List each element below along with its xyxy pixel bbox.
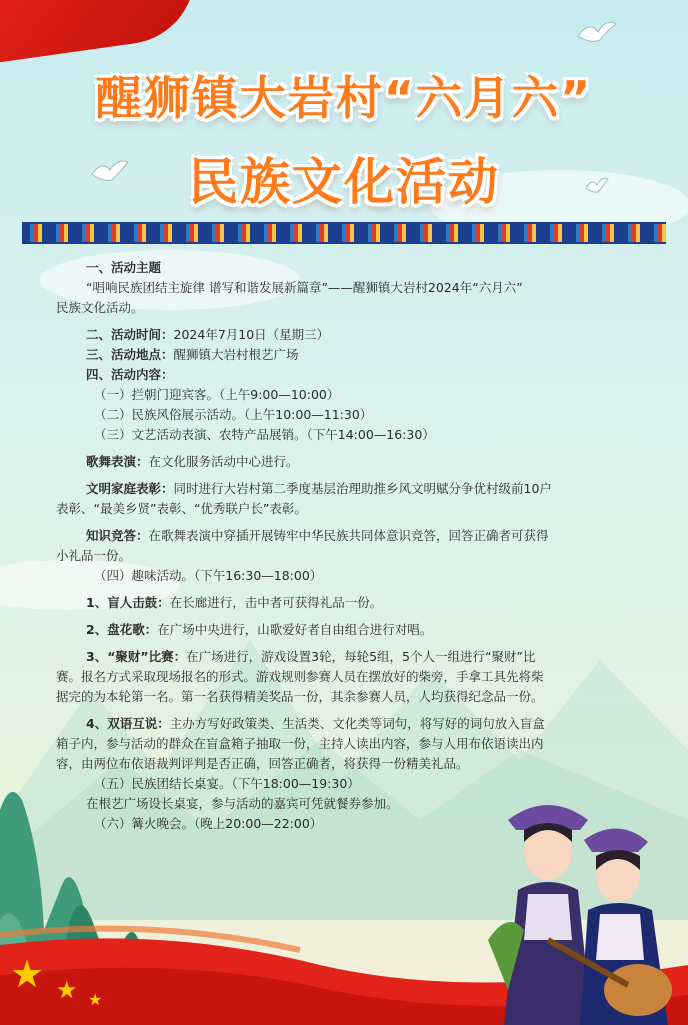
place-value: 醒狮镇大岩村根艺广场 — [173, 347, 299, 362]
activity-content — [56, 258, 636, 834]
schedule-item: （五）民族团结长桌宴。（下午18:00—19:30） — [94, 776, 360, 791]
star-icon: ★ — [10, 952, 45, 996]
quiz-text: 在歌舞表演中穿插开展铸牢中华民族共同体意识竞答，回答正确者可获得 — [148, 528, 549, 543]
theme-heading: 一、活动主题 — [86, 260, 162, 275]
game-row — [56, 714, 636, 734]
content-heading: 四、活动内容： — [86, 367, 174, 382]
star-icon: ★ — [88, 990, 103, 1009]
place-label: 三、活动地点： — [86, 347, 174, 362]
game3-text: 据完的为本轮第一名。第一名获得精美奖品一份，其余参赛人员，人均获得纪念品一份。 — [56, 689, 544, 704]
ethnic-pattern-band — [22, 222, 666, 244]
time-value: 2024年7月10日（星期三） — [173, 327, 330, 342]
game-row — [56, 593, 636, 613]
game-row — [56, 620, 636, 640]
red-flag-decoration — [0, 0, 204, 66]
schedule-item: （四）趣味活动。（下午16:30—18:00） — [94, 568, 323, 583]
quiz-text: 小礼品一份。 — [56, 548, 132, 563]
dove-icon — [576, 18, 618, 48]
game3-label: 3、“聚财”比赛： — [86, 649, 187, 664]
game4-label: 4、双语互说： — [86, 716, 170, 731]
schedule-item: （二）民族风俗展示活动。（上午10:00—11:30） — [94, 407, 373, 422]
game4-text: 箱子内，参与活动的群众在盲盒箱子抽取一份，主持人读出内容，参与人用布依语读出内 — [56, 736, 544, 751]
quiz-row — [56, 526, 636, 546]
time-label: 二、活动时间： — [86, 327, 174, 342]
theme-text: 民族文化活动。 — [56, 300, 144, 315]
schedule-item: （六）篝火晚会。（晚上20:00—22:00） — [94, 816, 323, 831]
ethnic-girls-illustration — [488, 790, 688, 1025]
game-row — [56, 647, 636, 667]
dance-text: 在文化服务活动中心进行。 — [148, 454, 299, 469]
theme-text: “唱响民族团结主旋律 谱写和谐发展新篇章”——醒狮镇大岩村2024年“六月六” — [86, 280, 523, 295]
banquet-text: 在根艺广场设长桌宴，参与活动的嘉宾可凭就餐券参加。 — [86, 796, 399, 811]
family-text: 同时进行大岩村第二季度基层治理助推乡风文明赋分争优村级前10户 — [173, 481, 552, 496]
family-text: 表彰、“最美乡贤”表彰、“优秀联户长”表彰。 — [56, 501, 307, 516]
schedule-item: （三）文艺活动表演、农特产品展销。（下午14:00—16:30） — [94, 427, 435, 442]
game2-text: 在广场中央进行，山歌爱好者自由组合进行对唱。 — [157, 622, 433, 637]
star-icon: ★ — [56, 976, 78, 1004]
game3-text: 在广场进行，游戏设置3轮，每轮5组，5个人一组进行“聚财”比 — [186, 649, 536, 664]
family-label: 文明家庭表彰： — [86, 481, 174, 496]
game2-label: 2、盘花歌： — [86, 622, 158, 637]
family-row — [56, 479, 636, 499]
game1-label: 1、盲人击鼓： — [86, 595, 170, 610]
poster-title-line1: 醒狮镇大岩村“六月六” — [95, 71, 593, 125]
game4-text: 容，由两位布依语裁判评判是否正确，回答正确者，将获得一份精美礼品。 — [56, 756, 469, 771]
dance-label: 歌舞表演： — [86, 454, 149, 469]
place-row — [56, 345, 636, 365]
time-row — [56, 325, 636, 345]
schedule-item: （一）拦朝门迎宾客。（上午9:00—10:00） — [94, 387, 340, 402]
game1-text: 在长廊进行，击中者可获得礼品一份。 — [169, 595, 383, 610]
dance-row — [56, 452, 636, 472]
poster-title-line2: 民族文化活动 — [188, 153, 500, 211]
quiz-label: 知识竞答： — [86, 528, 149, 543]
game4-text: 主办方写好政策类、生活类、文化类等词句，将写好的词句放入盲盒 — [169, 716, 545, 731]
game3-text: 赛。报名方式采取现场报名的形式。游戏规则参赛人员在摆放好的柴旁，手拿工具先将柴 — [56, 669, 544, 684]
